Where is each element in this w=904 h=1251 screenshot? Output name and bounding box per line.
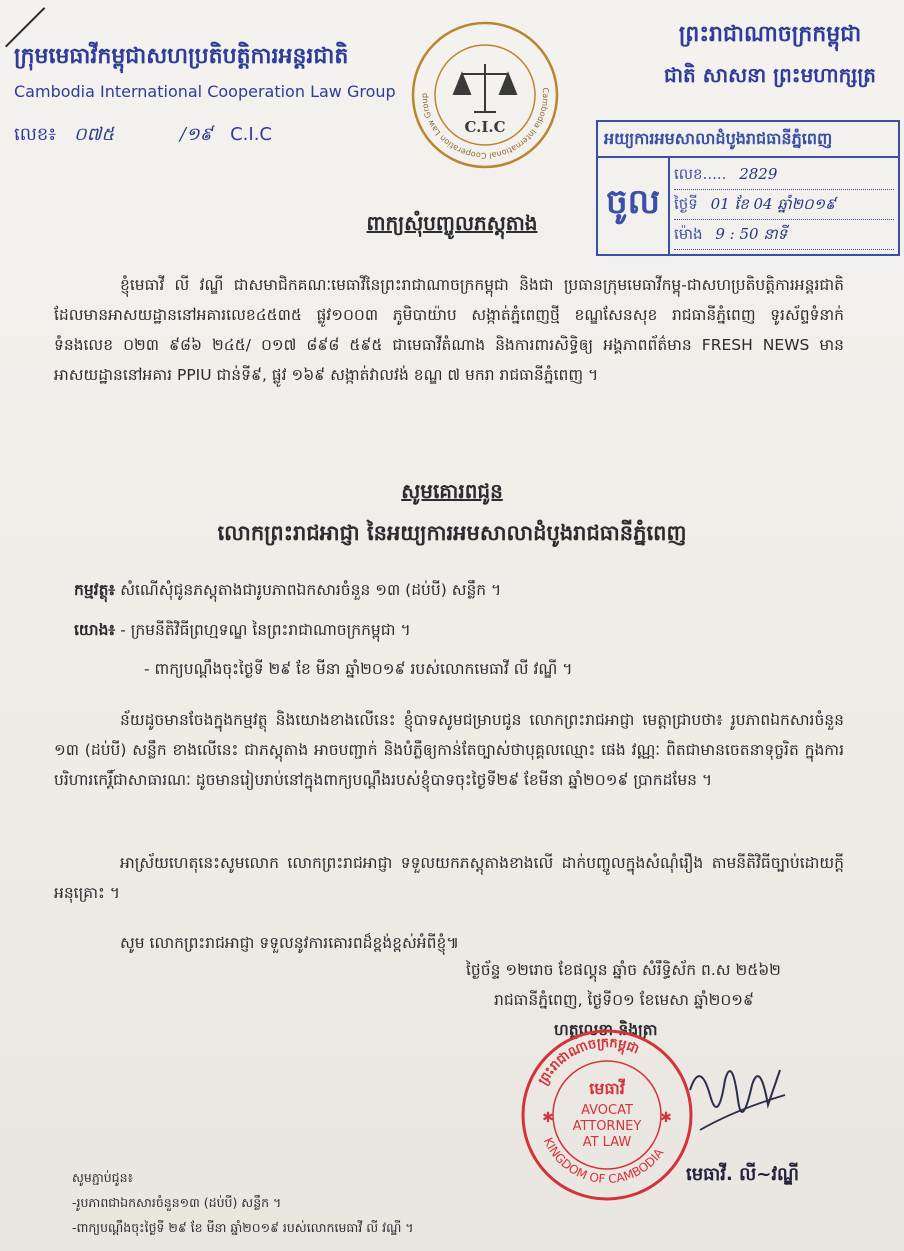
signature-caption: ហត្ថលេខា និងត្រា: [554, 1021, 658, 1039]
logo-text: C.I.C: [464, 118, 506, 136]
paragraph-closing: សូម លោកព្រះរាជអាជ្ញា ទទួលនូវការគោរពដ៏ខ្ពង់ខ្ពស់អំពីខ្ញុំ៕: [120, 934, 460, 952]
scales-of-justice-icon: [454, 64, 516, 112]
addressee-label: សូមគោរពជូន: [401, 479, 503, 503]
seal-star-icon: ✱: [542, 1110, 554, 1126]
reference-item-2: - ពាក្យបណ្ដឹងចុះថ្ងៃទី ២៩ ខែ មីនា ឆ្នាំ២០១៩ របស់លោកមេធាវី លី វណ្ឌី ។: [144, 660, 573, 678]
ref-code: C.I.C: [230, 124, 272, 145]
lawyer-seal: [518, 1026, 696, 1204]
reference-number-line: [14, 122, 284, 149]
addressee-name: លោកព្រះរាជអាជ្ញា នៃអយ្យការអមសាលាដំបូងរាជធានីភ្នំពេញ: [217, 521, 687, 545]
stamp-row-value: 9 : 50 នាទី: [715, 225, 788, 243]
ref-number: ០៧៥: [73, 124, 115, 145]
kingdom-line-2: ជាតិ សាសនា ព្រះមហាក្សត្រ: [664, 63, 876, 87]
stamp-row-number: [674, 160, 894, 190]
paragraph-request: អាស្រ័យហេតុនេះសូមលោក លោកព្រះរាជអាជ្ញា ទទួលយកភស្តុតាងខាងលើ ដាក់បញ្ចូលក្នុងសំណុំរឿង តាមនីតិវិធីច្បាប់ដោយក្ដីអនុគ្រោះ ។: [54, 854, 844, 902]
received-stamp-big: ចូល: [598, 156, 670, 254]
handwritten-signature: [680, 1050, 790, 1160]
seal-line-3: AT LAW: [582, 1135, 632, 1150]
attachments-title: សូមភ្ជាប់ជូន៖: [72, 1170, 134, 1185]
stamp-row-label: ម៉ោង: [674, 225, 703, 243]
date-lunar: ថ្ងៃច័ន្ទ ១២រោច ខែផល្គុន ឆ្នាំច សំរឹទ្ធិស័ក ព.ស ២៥៦២: [466, 961, 781, 979]
logo-ring-text: Cambodia International Cooperation Law Group: [419, 87, 551, 161]
subject-label: កម្មវត្ថុ៖: [74, 581, 116, 599]
paragraph-body: ន័យដូចមានចែងក្នុងកម្មវត្ថុ និងយោងខាងលើនេះ ខ្ញុំបាទសូមជម្រាបជូន លោកព្រះរាជអាជ្ញា មេត្តាជ្រាបថា៖ រូបភាពឯកសារចំនួន ១៣ (ដប់បី) សន្លឹក ខាងលើនេះ ជាភស្តុតាង អាចបញ្ជាក់ និងបំភ្លឺឲ្យកាន់តែច្បាស់ថាបុគ្គលឈ្មោះ ផេង វណ្ណៈ ពិតជាមានចេតនាទុច្ចរិត ក្នុងការ បរិហារកេរ្តិ៍ជាសាធារណៈ ដូចមានរៀបរាប់នៅក្នុងពាក្យបណ្ដឹងរបស់ខ្ញុំបាទចុះថ្ងៃទី២៩ ខែមីនា ឆ្នាំ២០១៩ ប្រាកដមែន ។: [54, 711, 844, 789]
seal-star-icon: ✱: [660, 1110, 672, 1126]
seal-bottom-text: KINGDOM OF CAMBODIA: [540, 1135, 667, 1187]
attachment-item-1: -រូបភាពជាឯកសារចំនួន១៣ (ដប់បី) សន្លឹក ។: [72, 1195, 282, 1210]
org-name-english: Cambodia International Cooperation Law Group: [14, 82, 396, 101]
ref-label: លេខ៖: [14, 124, 57, 145]
seal-khmer: មេធាវី: [589, 1079, 625, 1098]
attachment-item-2: -ពាក្យបណ្ដឹងចុះថ្ងៃទី ២៩ ខែ មីនា ឆ្នាំ២០១៩ របស់លោកមេធាវី លី វណ្ឌី ។: [72, 1220, 414, 1235]
paragraph-intro: ខ្ញុំមេធាវី លី វណ្ឌី ជាសមាជិកគណៈមេធាវីនៃព្រះរាជាណាចក្រកម្ពុជា និងជា ប្រធានក្រុមមេធាវីកម្ពុ-ជាសហប្រតិបត្តិការអន្តរជាតិ ដែលមានអាសយដ្ឋាននៅអគារលេខ៤៥៣៥ ផ្លូវ១០០៣ ភូមិបាយ៉ាប សង្កាត់ភ្នំពេញថ្មី ខណ្ឌសែនសុខ រាជធានីភ្នំពេញ ទូរស័ព្ទទំនាក់ទំនងលេខ ០២៣ ៩៨៦ ២៤៥/ ០១៧ ៨៩៨ ៥៩៥ ជាមេធាវីតំណាង និងការពារសិទ្ធិឲ្យ អង្គភាពព័ត៌មាន FRESH NEWS មានអាសយដ្ឋាននៅអគារ PPIU ជាន់ទី៩, ផ្លូវ ១៦៩ សង្កាត់វាលវង់ ខណ្ឌ ៧ មករា រាជធានីភ្នំពេញ ។: [54, 276, 844, 384]
stamp-row-value: 2829: [739, 165, 778, 183]
subject-line: [74, 580, 501, 603]
received-stamp-head: អយ្យការអមសាលាដំបូងរាជធានីភ្នំពេញ: [598, 122, 898, 158]
date-solar: រាជធានីភ្នំពេញ, ថ្ងៃទី០១ ខែមេសា ឆ្នាំ២០១៩: [494, 991, 755, 1009]
stamp-row-value: 01 ខែ 04 ឆ្នាំ២០១៩: [710, 195, 836, 213]
reference-line-1: [74, 620, 411, 643]
ref-year: /១៩: [179, 124, 213, 145]
subject-text: សំណើសុំជូនភស្តុតាងជារូបភាពឯកសារចំនួន ១៣ (ដប់បី) សន្លឹក ។: [120, 581, 502, 599]
signer-name: មេធាវី. លី~វណ្ឌី: [686, 1164, 800, 1185]
kingdom-header: [650, 20, 890, 92]
seal-line-2: ATTORNEY: [572, 1119, 642, 1134]
seal-line-1: AVOCAT: [581, 1103, 633, 1118]
reference-line-2: [144, 659, 572, 682]
reference-label: យោង៖: [74, 621, 116, 639]
document-title: ពាក្យសុំបញ្ចូលភស្តុតាង: [366, 211, 538, 235]
reference-item-1: - ក្រមនីតិវិធីព្រហ្មទណ្ឌ នៃព្រះរាជាណាចក្រកម្ពុជា ។: [120, 621, 411, 639]
cic-logo: [410, 20, 560, 170]
stamp-row-label: លេខ.....: [674, 165, 727, 183]
kingdom-line-1: ព្រះរាជាណាចក្រកម្ពុជា: [678, 22, 862, 47]
org-name-khmer: ក្រុមមេធាវីកម្ពុជាសហប្រតិបត្តិការអន្តរជាតិ: [14, 44, 349, 69]
seal-top-text: ព្រះរាជាណាចក្រកម្ពុជា: [535, 1035, 642, 1088]
stamp-row-label: ថ្ងៃទី: [674, 195, 698, 213]
